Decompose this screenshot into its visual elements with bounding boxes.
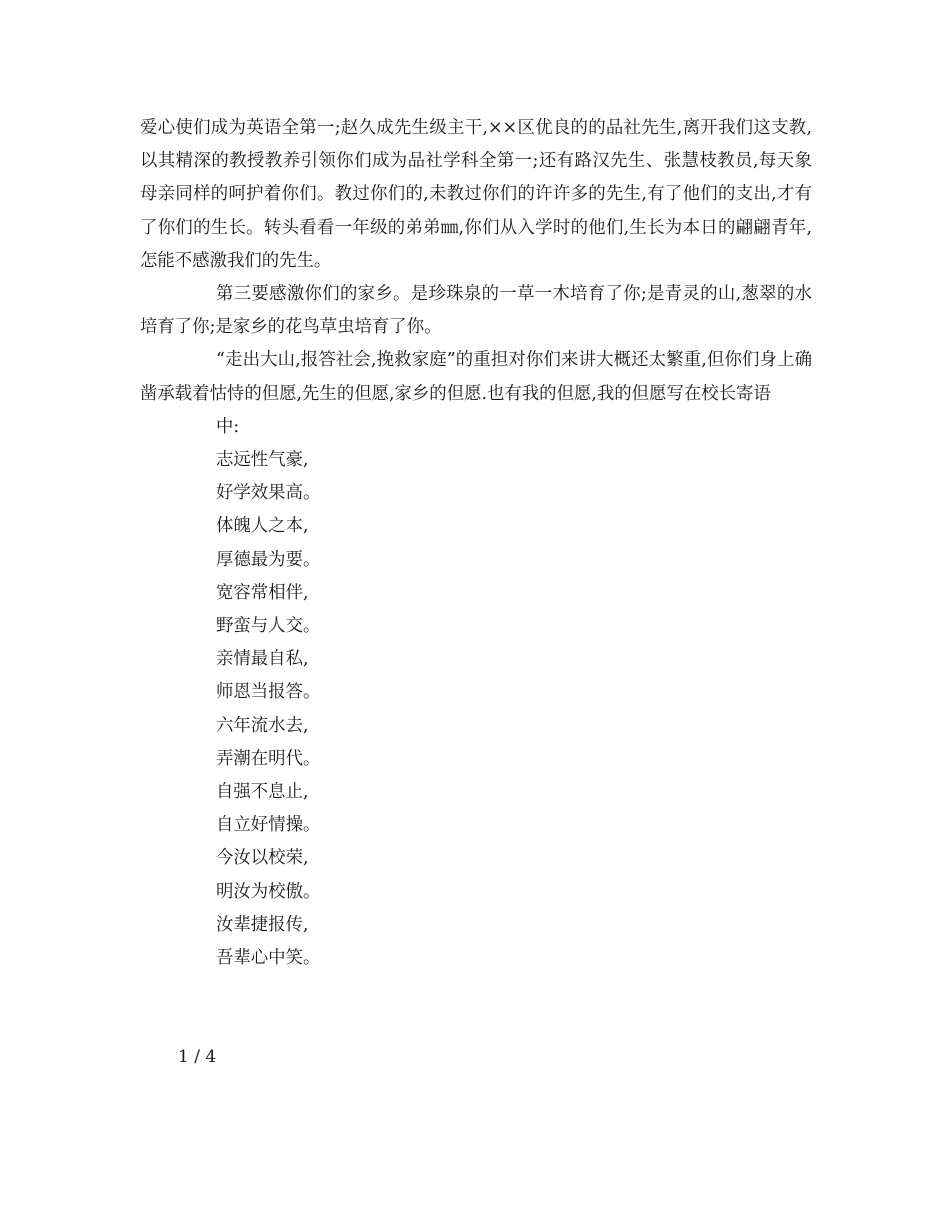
principal-message-poem: [140, 411, 812, 975]
poem-line: 自强不息止,: [216, 782, 309, 803]
poem-line: 自立好情操。: [216, 815, 321, 836]
poem-line: 宽容常相伴,: [216, 582, 309, 603]
poem-line: 师恩当报答。: [216, 682, 321, 703]
poem-line: 亲情最自私,: [216, 649, 309, 670]
page-number: 1 / 4: [178, 1047, 217, 1067]
paragraph-3: “走出大山,报答社会,挽救家庭”的重担对你们来讲大概还太繁重,但你们身上确凿承载着怙恃的但愿,先生的但愿,家乡的但愿.也有我的但愿,我的但愿写在校长寄语: [140, 350, 812, 404]
poem-line: 体魄人之本,: [216, 516, 309, 537]
paragraph-1: 爱心使们成为英语全第一;赵久成先生级主干,××区优良的的品社先生,离开我们这支教,以其精深的教授教养引领你们成为品社学科全第一;还有路汉先生、张慧枝教员,每天象母亲同样的呵护着你们。教过你们的,未教过你们的许许多的先生,有了他们的支出,才有了你们的生长。转头看看一年级的弟弟㎜,你们从入学时的他们,生长为本日的翩翩青年,怎能不感激我们的先生。: [140, 118, 812, 271]
poem-line: 吾辈心中笑。: [216, 948, 321, 969]
poem-line: 汝辈捷报传,: [216, 914, 309, 935]
poem-line: 今汝以校荣,: [216, 848, 309, 869]
poem-line: 弄潮在明代。: [216, 748, 321, 769]
poem-line: 志远性气豪,: [216, 450, 309, 471]
poem-line: 中:: [216, 416, 240, 437]
document-body: [140, 112, 812, 975]
poem-line: 六年流水去,: [216, 715, 309, 736]
poem-line: 好学效果高。: [216, 483, 321, 504]
poem-line: 野蛮与人交。: [216, 616, 321, 637]
poem-line: 厚德最为要。: [216, 549, 321, 570]
poem-line: 明汝为校傲。: [216, 881, 321, 902]
paragraph-2: 第三要感激你们的家乡。是珍珠泉的一草一木培育了你;是青灵的山,葱翠的水培育了你;是家乡的花鸟草虫培育了你。: [140, 284, 812, 338]
